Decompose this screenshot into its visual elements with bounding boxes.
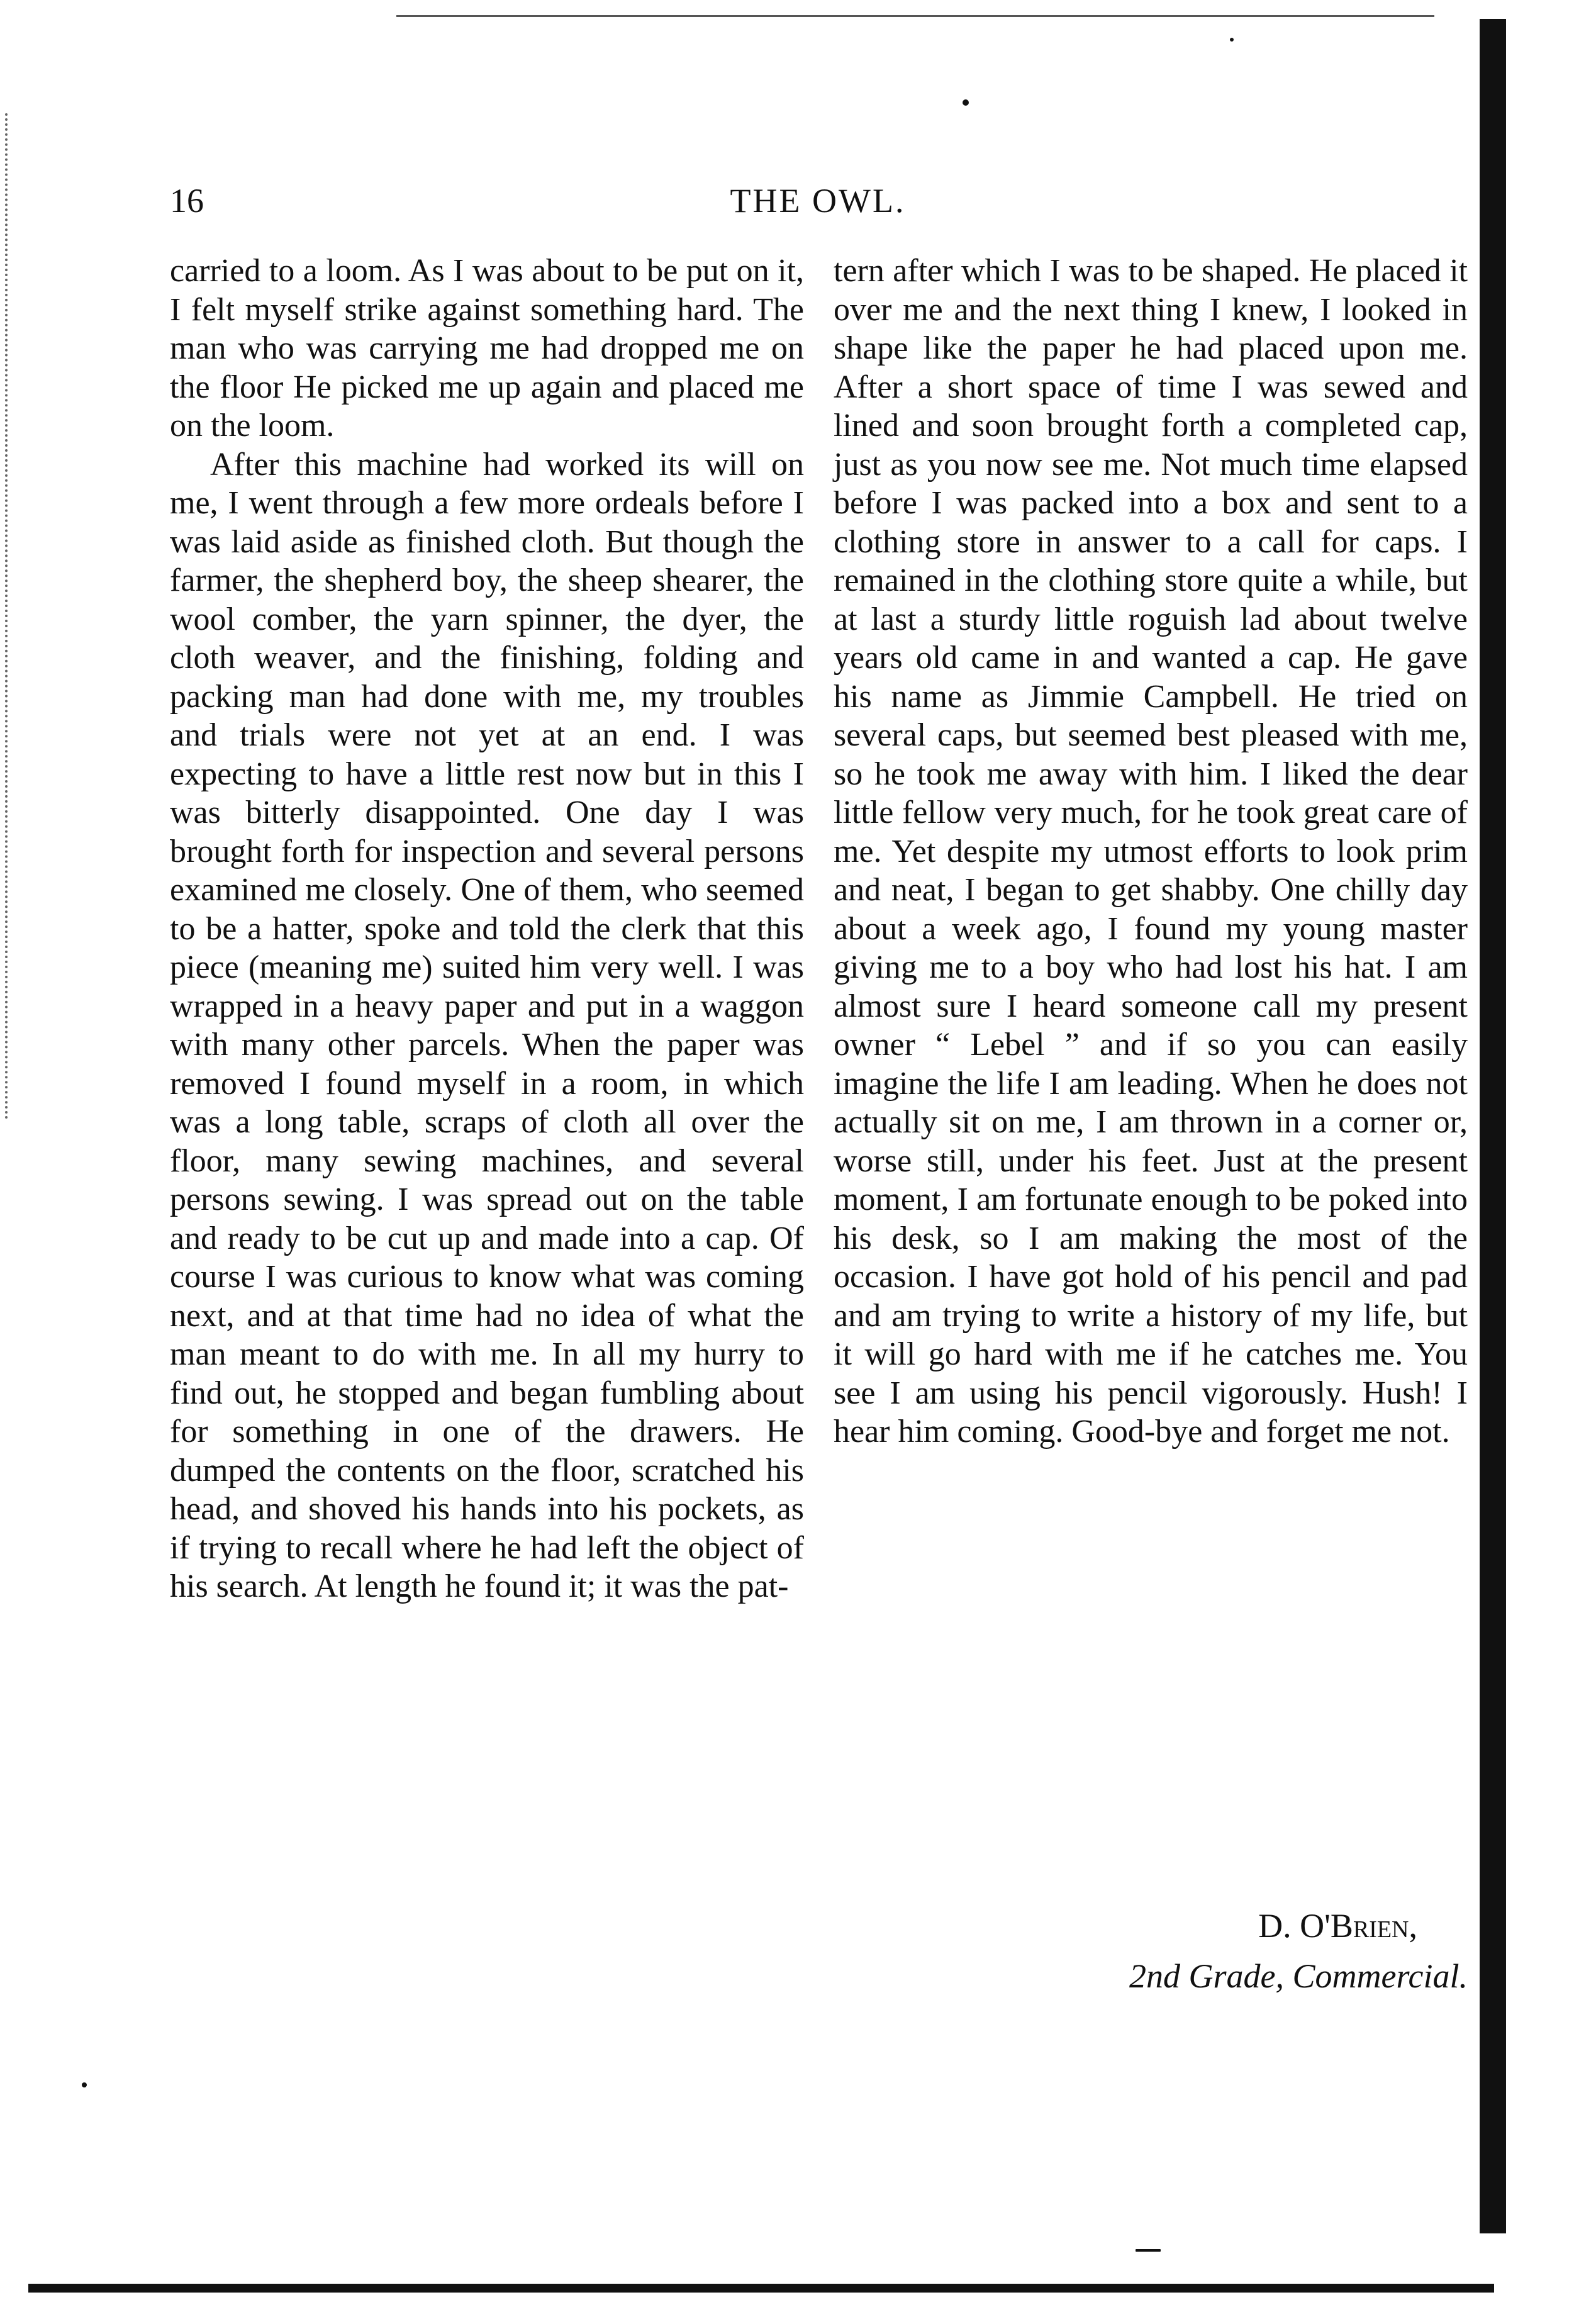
page-header xyxy=(170,181,1466,232)
page-number: 16 xyxy=(170,182,204,220)
scan-dot xyxy=(1230,38,1234,42)
running-title: THE OWL. xyxy=(730,182,906,220)
paragraph: tern after which I was to be shaped. He placed it over me and the next thing I knew, I looked in shape like the paper he had placed upon me. After a short space of time I was sewed and lined and soon brought forth a completed cap, just as you now see me. Not much time elapsed before I was packed into a box and sent to a clothing store in answer to a call for caps. I remained in the clothing store quite a while, but at last a sturdy little roguish lad about twelve years old came in and wanted a cap. He gave his name as Jimmie Campbell. He tried on several caps, but seemed best pleased with me, so he took me away with him. I liked the dear little fellow very much, for he took great care of me. Yet despite my utmost efforts to look prim and neat, I began to get shabby. One chilly day about a week ago, I found my young master giving me to a boy who had lost his hat. I am almost sure I heard someone call my present owner “ Lebel ” and if so you can easily imagine the life I am leading. When he does not actually sit on me, I am thrown in a corner or, worse still, under his feet. Just at the present moment, I am fortunate enough to be poked into his desk, so I am making the most of the occasion. I have got hold of his pencil and pad and am trying to write a history of my life, but it will go hard with me if he catches me. You see I am using his pencil vigorously. Hush! I hear him coming. Good-bye and forget me not. xyxy=(834,253,1468,1450)
scan-bottom-edge xyxy=(28,2284,1494,2293)
scan-top-rule xyxy=(396,15,1434,17)
paragraph: carried to a loom. As I was about to be put on it, I felt myself strike against something hard. The man who was carrying me had dropped me on the floor He picked me up again and placed me on the loom. xyxy=(170,253,804,444)
author-grade: 2nd Grade, Commercial. xyxy=(1129,1957,1468,1995)
scan-right-edge xyxy=(1480,19,1506,2233)
scan-dot xyxy=(82,2082,87,2087)
paragraph: After this machine had worked its will on me, I went through a few more ordeals before I was laid aside as finished cloth. But though the farmer, the shepherd boy, the sheep shearer, the wool comber, the yarn spinner, the dyer, the cloth weaver, and the finishing, folding and packing man had done with me, my troubles and trials were not yet at an end. I was expecting to have a little rest now but in this I was bitterly disappointed. One day I was brought forth for inspection and several persons examined me closely. One of them, who seemed to be a hatter, spoke and told the clerk that this piece (meaning me) suited him very well. I was wrapped in a heavy paper and put in a waggon with many other parcels. When the paper was removed I found myself in a room, in which was a long table, scraps of cloth all over the floor, many sewing machines, and several persons sewing. I was spread out on the table and ready to be cut up and made into a cap. Of course I was curious to know what was coming next, and at that time had no idea of what the man meant to do with me. In all my hurry to find out, he stopped and began fumbling about for something in one of the drawers. He dumped the contents on the floor, scratched his head, and shoved his hands into his pockets, as if trying to recall where he had left the object of his search. At length he found it; it was the pat- xyxy=(170,446,804,1604)
right-column xyxy=(834,252,1468,1451)
author-name: D. O'Brien, xyxy=(1258,1907,1417,1945)
left-column xyxy=(170,252,804,1606)
scan-dot xyxy=(1136,2249,1161,2252)
scan-left-speckle xyxy=(5,113,14,1120)
scan-dot xyxy=(963,99,969,106)
